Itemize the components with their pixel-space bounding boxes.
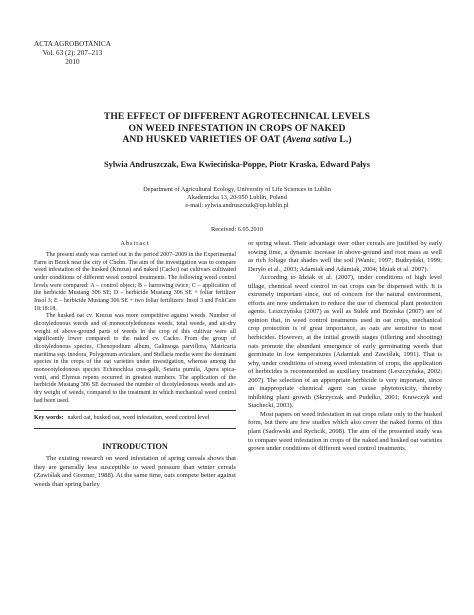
affiliation-address: Akademicka 13, 20-950 Lublin, Poland <box>187 194 287 202</box>
title-line-2: ON WEED INFESTATION IN CROPS OF NAKED <box>128 122 346 134</box>
keywords-text: naked oat, husked oat, weed infestation, weed control level <box>67 415 210 422</box>
title-line-3-end: L.) <box>336 134 352 145</box>
journal-name: ACTA AGROBOTANICA <box>34 40 111 48</box>
affiliation <box>100 186 374 210</box>
title-line-3 <box>62 134 412 146</box>
journal-year: 2010 <box>65 58 80 66</box>
body-paragraph-1: or spring wheat. Their advantage over other cereals are justified by early sowing time, a dynamic increase in above-ground and root mass as well as rich foliage that shades well the soil (Wanic, 1997; Budzyński, 1999; Deryło et al., 2003; Adamiak and Adamiak, 2004; Idziak et al. 2007). <box>248 240 442 273</box>
introduction-heading: INTRODUCTION <box>102 441 168 451</box>
article-title <box>62 111 412 146</box>
author-list: Sylwia Andruszczak, Ewa Kwiecińska-Poppe, Piotr Kraska, Edward Pałys <box>103 160 370 169</box>
affiliation-email: e-mail: sylwia.andruszczak@up.lublin.pl <box>185 202 289 210</box>
received-date: Received: 6.05.2010 <box>211 226 263 233</box>
journal-header <box>34 40 111 67</box>
introduction-section <box>34 443 236 489</box>
title-line-3-start: AND HUSKED VARIETIES OF OAT ( <box>122 134 286 145</box>
keywords-label: Key words: <box>34 415 64 422</box>
divider <box>34 428 236 429</box>
abstract-paragraph-2: The husked oat cv. Krezus was more competitive against weeds. Number of dicotyledonous weeds and of monocotyledonous weeds, total weeds, and air-dry weight of above-ground parts of weeds in the crop of this cultivar were all significantly lower compared to the naked cv. Cacko. From the group of dicotyledonous species, Chenopodium album, Galinsoga parviflora, Matricaria maritima ssp. inodora, Polygonum aviculare, and Stellaria media were the dominant species in the crops of the oat varieties under investigation, whereas among the monocotyledonous species Echinochloa crus-galli, Setaria pumila, Apera spica-venti, and Elymus repens occurred in greatest numbers. The application of the herbicide Mustang 306 SE decreased the number of dicotyledonous weeds and air-dry weight of weeds, compared to the treatment in which mechanical weed control had been used. <box>34 313 236 404</box>
title-species-name: Avena sativa <box>285 134 337 145</box>
body-paragraph-2: According to Idziak et al. (2007), under conditions of high level tillage, chemical weed control in oat crops can be dispensed with. It is extremely important since, out of concern for the natural environment, efforts are now undertaken to reduce the use of chemical plant protection agents. Leszczyńska (2007) as well as Sułek and Brzóska (2007) are of opinion that, in weed control treatments used in oat crops, mechanical crop protection is of great importance, as oats are sensitive to most herbicides. However, at the initial growth stages (tillering and shooting) oats promote the abundant emergence of early germinating weeds that germinate in low temperatures (Adamiak and Zawiślak, 1991). That is why, under conditions of strong weed infestation of crops, the application of herbicides is recommended as auxiliary treatment (Leszczyńska, 2002; 2007). The selection of an appropriate herbicide is very important, since an inappropriate chemical agent can cause phytotoxicity, thereby inhibiting plant growth (Skrzyczak and Pudełko, 2001; Krawczyk and Stachecki, 2003). <box>248 274 442 410</box>
right-column <box>248 240 442 454</box>
divider <box>34 410 236 411</box>
abstract-section <box>34 240 236 405</box>
body-paragraph-3: Most papers on weed infestation in oat crops relate only to the husked form, but there are few studies which also cover the naked forms of this plant (Sadowski and Rychcik, 2008). The aim of the presented study was to compare weed infestation in crops of the naked and husked oat varieties grown under conditions of different weed control treatments. <box>248 410 442 453</box>
abstract-heading: Abstract <box>120 240 150 247</box>
title-line-1: THE EFFECT OF DIFFERENT AGROTECHNICAL LEVELS <box>103 111 371 122</box>
abstract-paragraph-1: The present study was carried out in the period 2007–2009 in the Experimental Farm in Bezek near the city of Chełm. The aim of the investigation was to compare weed infestation of the husked (Krezus) and naked (Cacko) oat cultivars cultivated under conditions of different weed control treatments. The following weed control levels were compared: A – control object; B – harrowing twice; C – application of the herbicide Mustang 306 SE; D – herbicide Mustang 306 SE + foliar fertilizer Insol 3; E – herbicide Mustang 306 SE + two foliar fertilizers: Insol 3 and FoliCare 18:18:18. <box>34 252 236 312</box>
left-column <box>34 240 236 489</box>
affiliation-department: Department of Agricultural Ecology, University of Life Sciences in Lublin <box>143 186 331 193</box>
keywords <box>34 415 236 423</box>
journal-volume: Vol. 63 (2): 207–213 <box>42 49 103 57</box>
introduction-paragraph-1: The existing research on weed infestation of spring cereals shows that they are generally less susceptible to weed pressure than winter cereals (Zawiślak and Grezner, 1988). At the same time, oats compete better against weeds than spring barley <box>34 454 236 488</box>
